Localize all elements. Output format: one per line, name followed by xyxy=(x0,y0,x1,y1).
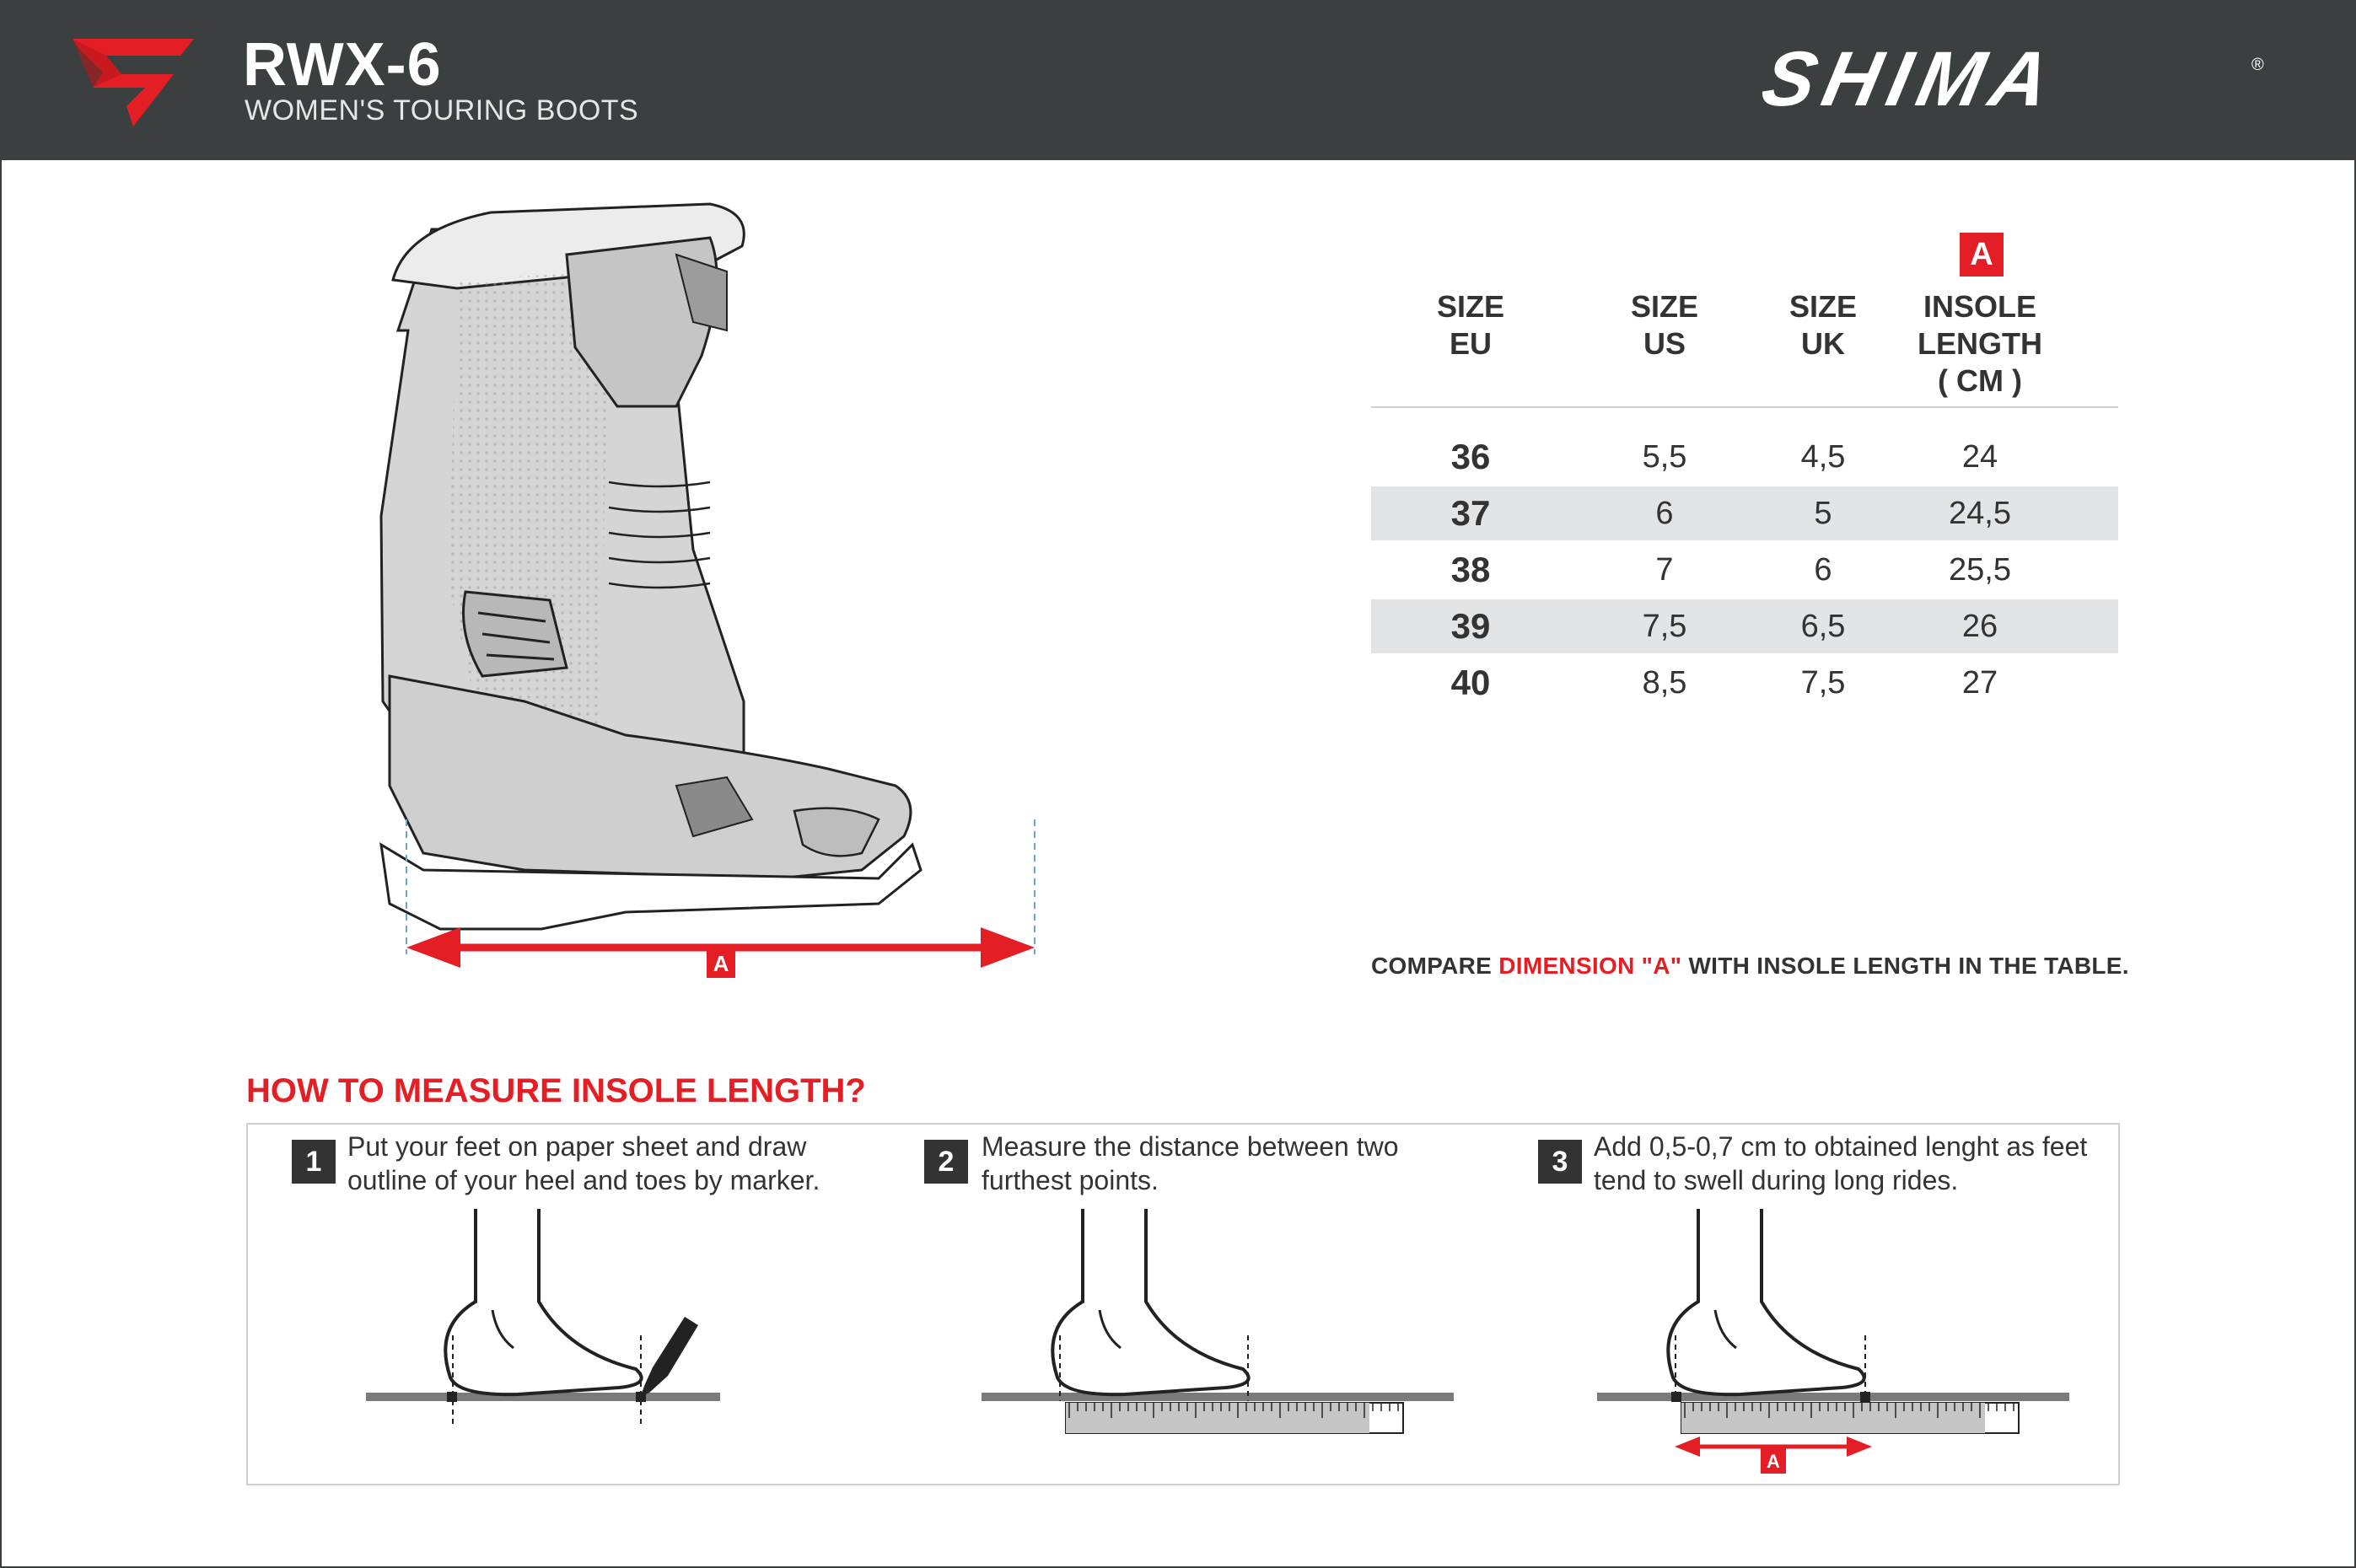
table-header-line: INSOLE xyxy=(1923,289,2036,324)
size-cell-insole: 24,5 xyxy=(1949,496,2011,531)
size-cell-eu: 38 xyxy=(1450,550,1491,589)
step-3-line-2: tend to swell during long rides. xyxy=(1594,1165,1959,1195)
size-row xyxy=(1371,430,2118,484)
table-header-col-1 xyxy=(1378,288,1563,362)
boot-illustration xyxy=(356,196,1064,988)
compare-note xyxy=(1371,953,2129,980)
size-cell-us: 8,5 xyxy=(1642,665,1687,701)
ruler-icon xyxy=(1681,1403,2019,1433)
size-row xyxy=(1371,656,2118,710)
table-header-line: LENGTH xyxy=(1918,326,2042,361)
step-2-text xyxy=(982,1130,1399,1197)
how-to-panel xyxy=(246,1123,2120,1485)
size-cell-insole: 25,5 xyxy=(1949,552,2011,588)
size-cell-us: 7,5 xyxy=(1642,609,1687,644)
step-3-line-1: Add 0,5-0,7 cm to obtained lenght as feet xyxy=(1594,1131,2088,1162)
size-cell-insole: 26 xyxy=(1961,609,1998,644)
size-cell-us: 5,5 xyxy=(1642,439,1687,475)
step-2-number: 2 xyxy=(924,1140,968,1184)
insole-dimension-badge: A xyxy=(1960,233,2004,277)
step-1-line-1: Put your feet on paper sheet and draw xyxy=(347,1131,807,1162)
table-header-col-2 xyxy=(1572,288,1757,362)
table-header-line: EU xyxy=(1449,326,1492,361)
header-bar xyxy=(2,2,2356,160)
size-cell-uk: 7,5 xyxy=(1800,665,1846,701)
step-1-number: 1 xyxy=(292,1140,336,1184)
ruler-icon xyxy=(1066,1403,1403,1433)
table-header-line: SIZE xyxy=(1789,289,1857,324)
compare-note-after: WITH INSOLE LENGTH IN THE TABLE. xyxy=(1681,953,2129,979)
brand-logo-text: SHIMA xyxy=(1755,36,2066,122)
size-cell-eu: 37 xyxy=(1450,493,1491,533)
compare-note-before: COMPARE xyxy=(1371,953,1499,979)
size-cell-uk: 5 xyxy=(1814,496,1832,531)
table-header-line: SIZE xyxy=(1436,289,1504,324)
boot-dimension-label: A xyxy=(713,951,729,976)
step-1-line-2: outline of your heel and toes by marker. xyxy=(347,1165,820,1195)
table-header-line: US xyxy=(1643,326,1686,361)
table-header-divider xyxy=(1371,406,2118,408)
step-2-line-2: furthest points. xyxy=(982,1165,1159,1195)
step-3-foot-dimension-illustration xyxy=(1597,1209,2069,1479)
product-model: RWX-6 xyxy=(243,31,442,99)
size-cell-uk: 4,5 xyxy=(1800,439,1846,475)
table-header-line: UK xyxy=(1801,326,1845,361)
table-header-line: ( CM ) xyxy=(1938,363,2022,398)
registered-mark: ® xyxy=(2251,56,2264,74)
size-cell-eu: 39 xyxy=(1450,606,1491,646)
step-3-dimension-label: A xyxy=(1767,1451,1780,1472)
table-header-col-4 xyxy=(1887,288,2073,400)
size-cell-insole: 27 xyxy=(1961,665,1998,701)
size-row xyxy=(1371,543,2118,597)
size-cell-eu: 40 xyxy=(1450,663,1491,702)
size-row xyxy=(1371,599,2118,653)
marker-pen-icon xyxy=(641,1317,698,1396)
step-3-text xyxy=(1594,1130,2087,1197)
step-3-number: 3 xyxy=(1538,1140,1582,1184)
shima-logo-mark-icon xyxy=(73,39,194,126)
size-cell-insole: 24 xyxy=(1961,439,1998,475)
size-cell-eu: 36 xyxy=(1450,437,1491,476)
size-row xyxy=(1371,486,2118,540)
size-cell-uk: 6,5 xyxy=(1800,609,1846,644)
size-cell-uk: 6 xyxy=(1814,552,1832,588)
step-1-foot-marker-illustration xyxy=(366,1209,720,1462)
size-cell-us: 6 xyxy=(1655,496,1674,531)
step-1-text xyxy=(347,1130,820,1197)
size-cell-us: 7 xyxy=(1655,552,1674,588)
step-2-line-1: Measure the distance between two xyxy=(982,1131,1399,1162)
how-to-title: HOW TO MEASURE INSOLE LENGTH? xyxy=(246,1072,866,1109)
step-2-foot-ruler-illustration xyxy=(982,1209,1454,1462)
compare-note-highlight: DIMENSION "A" xyxy=(1498,953,1682,979)
product-subtitle: WOMEN'S TOURING BOOTS xyxy=(245,94,639,126)
table-header-line: SIZE xyxy=(1630,289,1698,324)
